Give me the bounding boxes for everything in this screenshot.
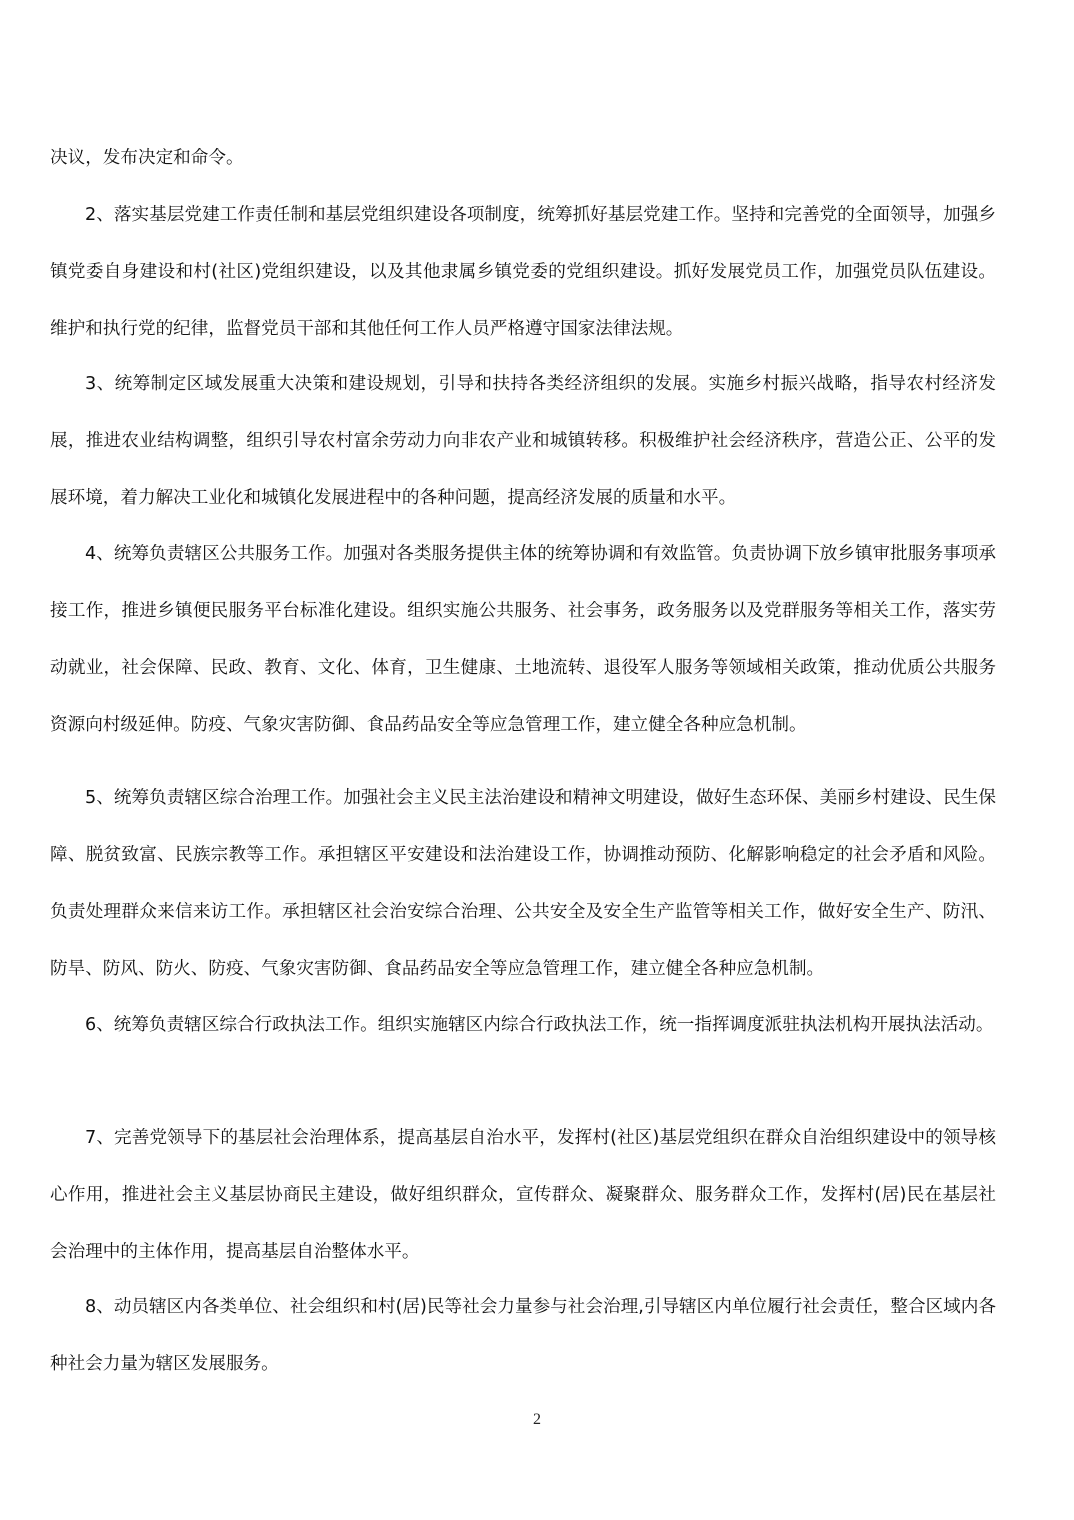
paragraph-item-2: 2、落实基层党建工作责任制和基层党组织建设各项制度，统筹抓好基层党建工作。坚持和完善党的全面领导，加强乡镇党委自身建设和村(社区)党组织建设，以及其他隶属乡镇党委的党组织建设。抓好发展党员工作，加强党员队伍建设。维护和执行党的纪律，监督党员干部和其他任何工作人员严格遵守国家法律法规。 <box>50 205 996 339</box>
paragraph-item-5: 5、统筹负责辖区综合治理工作。加强社会主义民主法治建设和精神文明建设，做好生态环保、美丽乡村建设、民生保障、脱贫致富、民族宗教等工作。承担辖区平安建设和法治建设工作，协调推动预防、化解影响稳定的社会矛盾和风险。负责处理群众来信来访工作。承担辖区社会治安综合治理、公共安全及安全生产监管等相关工作，做好安全生产、防汛、防旱、防风、防火、防疫、气象灾害防御、食品药品安全等应急管理工作，建立健全各种应急机制。 <box>50 788 996 979</box>
paragraph-item-4: 4、统筹负责辖区公共服务工作。加强对各类服务提供主体的统筹协调和有效监管。负责协调下放乡镇审批服务事项承接工作，推进乡镇便民服务平台标准化建设。组织实施公共服务、社会事务，政务服务以及党群服务等相关工作，落实劳动就业，社会保障、民政、教育、文化、体育，卫生健康、土地流转、退役军人服务等领域相关政策，推动优质公共服务资源向村级延伸。防疫、气象灾害防御、食品药品安全等应急管理工作，建立健全各种应急机制。 <box>50 544 996 735</box>
paragraph-item-6: 6、统筹负责辖区综合行政执法工作。组织实施辖区内综合行政执法工作，统一指挥调度派驻执法机构开展执法活动。 <box>85 1015 994 1035</box>
paragraph-item-3: 3、统筹制定区域发展重大决策和建设规划，引导和扶持各类经济组织的发展。实施乡村振兴战略，指导农村经济发展，推进农业结构调整，组织引导农村富余劳动力向非农产业和城镇转移。积极维护社会经济秩序，营造公正、公平的发展环境，着力解决工业化和城镇化发展进程中的各种问题，提高经济发展的质量和水平。 <box>50 374 996 508</box>
paragraph-continuation: 决议，发布决定和命令。 <box>50 148 244 168</box>
page-number: 2 <box>533 1411 541 1428</box>
paragraph-item-7: 7、完善党领导下的基层社会治理体系，提高基层自治水平，发挥村(社区)基层党组织在群众自治组织建设中的领导核心作用，推进社会主义基层协商民主建设，做好组织群众，宣传群众、凝聚群众、服务群众工作，发挥村(居)民在基层社会治理中的主体作用，提高基层自治整体水平。 <box>50 1128 996 1262</box>
paragraph-item-8: 8、动员辖区内各类单位、社会组织和村(居)民等社会力量参与社会治理,引导辖区内单位履行社会责任，整合区域内各种社会力量为辖区发展服务。 <box>50 1297 996 1374</box>
